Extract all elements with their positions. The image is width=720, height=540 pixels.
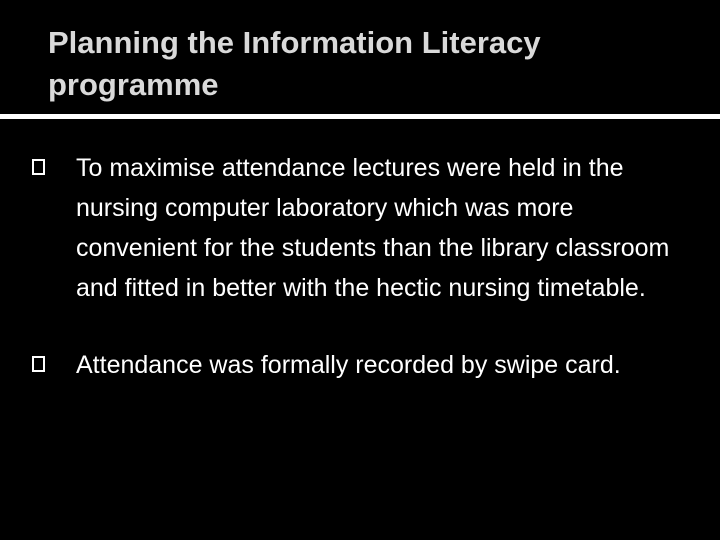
square-bullet-icon [32, 356, 45, 372]
bullet-text: Attendance was formally recorded by swipe card. [76, 351, 621, 379]
bullet-item [30, 345, 690, 385]
title-divider [0, 114, 720, 119]
bullet-text: To maximise attendance lectures were held in the nursing computer laboratory which was more convenient for the students than the library classroom and fitted in better with the hectic nursing timetable. [76, 154, 670, 302]
square-bullet-icon [32, 159, 45, 175]
slide-title: Planning the Information Literacy programme [48, 25, 541, 102]
bullet-item [30, 148, 690, 308]
bullet-list [30, 148, 690, 385]
